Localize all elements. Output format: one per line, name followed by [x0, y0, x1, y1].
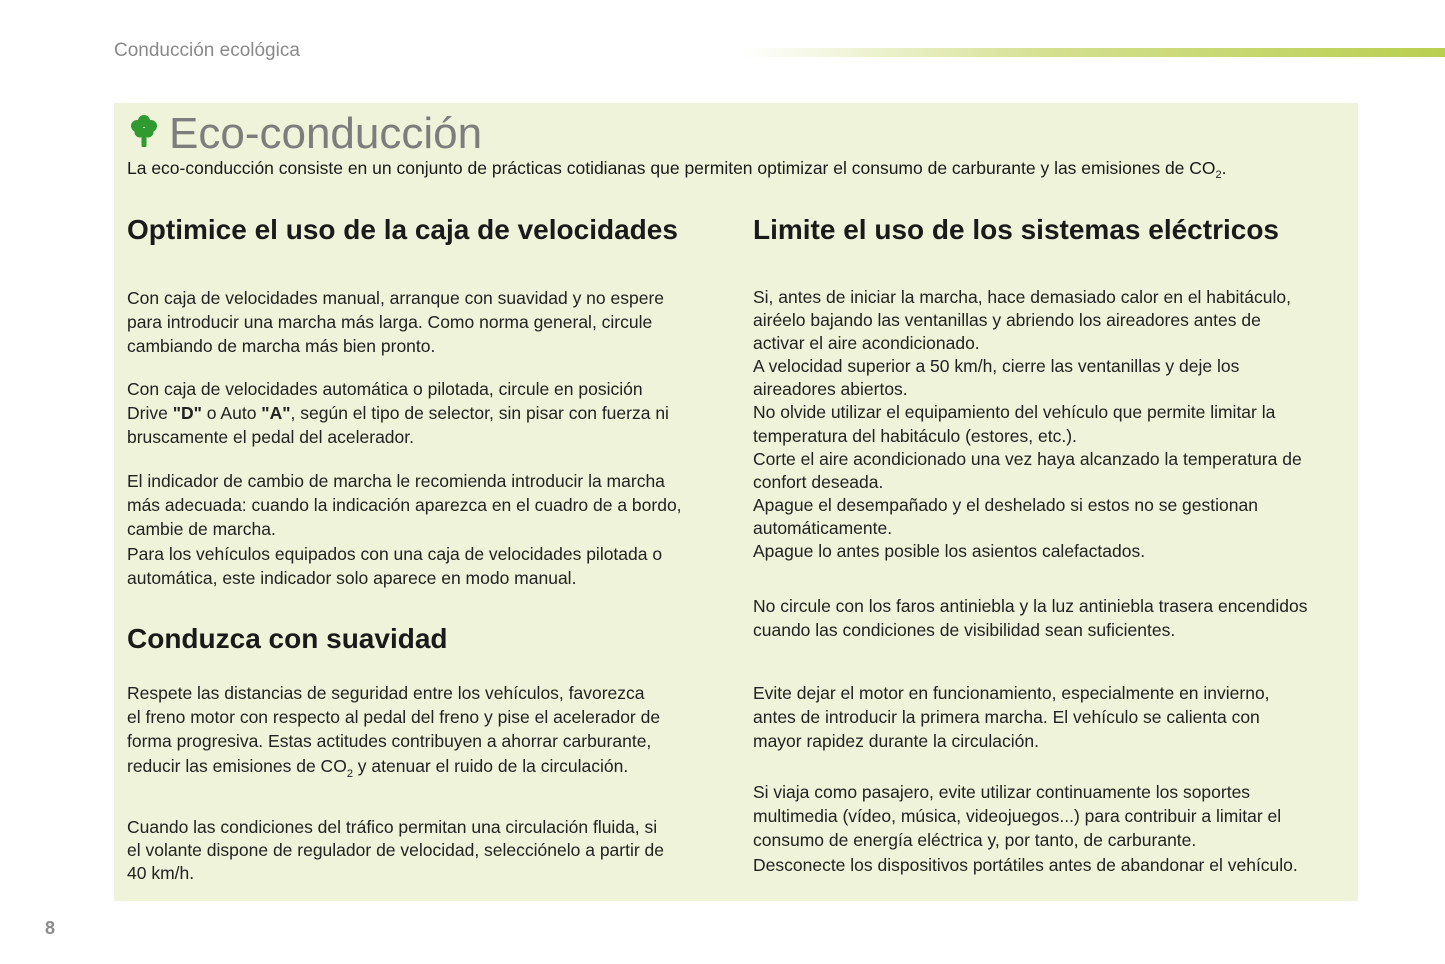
intro-text: La eco-conducción consiste en un conjunto de prácticas cotidianas que permiten optimizar el consumo de carburante y las emisiones de $CO_2$. — [127, 158, 1227, 181]
gearbox-heading: Optimice el uso de la caja de velocidades — [127, 214, 678, 245]
gearbox-paragraph-manual: Con caja de velocidades manual, arranque con suavidad y no espere para introducir una marcha más larga. Como norma general, circule cambiando de marcha más bien pronto. — [127, 288, 665, 357]
engine-idle-paragraph: Evite dejar el motor en funcionamiento, especialmente en invierno, antes de introducir la primera marcha. El vehículo se calienta con mayor rapidez durante la circulación. — [753, 683, 1270, 752]
header-section-title: Conducción ecológica — [114, 40, 300, 61]
smooth-driving-paragraph: Respete las distancias de seguridad entre los vehículos, favorezca el freno motor con respecto al pedal del freno y pise el acelerador de forma progresiva. Estas actitudes contribuyen a ahorrar carburante, reducir las emisiones de $CO_2$ y atenuar el ruido de la circulación. — [127, 683, 661, 780]
air-conditioning-paragraph: Si, antes de iniciar la marcha, hace demasiado calor en el habitáculo, airéelo bajando las ventanillas y abriendo los aireadores antes de activar el aire acondicionado. A velocidad superior a 50 km/h, cierre las ventanillas y deje los aireadores abiertos. No olvide utilizar el equipamiento del vehículo que permite limitar la temperatura del habitáculo (estores, etc.). Corte el aire acondicionado una vez haya alcanzado la temperatura de confort deseada. Apague el desempañado y el deshelado si estos no se gestionan automáticamente. Apague lo antes posible los asientos calefactados. — [753, 287, 1302, 562]
electric-systems-heading: Limite el uso de los sistemas eléctricos — [753, 214, 1279, 245]
smooth-driving-heading: Conduzca con suavidad — [127, 623, 448, 654]
fog-lights-paragraph: No circule con los faros antiniebla y la luz antiniebla trasera encendidos cuando las condiciones de visibilidad sean suficientes. — [753, 596, 1308, 641]
multimedia-paragraph: Si viaja como pasajero, evite utilizar continuamente los soportes multimedia (vídeo, música, videojuegos...) para contribuir a limitar el consumo de energía eléctrica y, por tanto, de carburante. Desconecte los dispositivos portátiles antes de abandonar el vehículo. — [753, 782, 1298, 875]
page-number: 8 — [45, 918, 56, 938]
page-title: Eco-conducción — [169, 109, 483, 158]
gear-indicator-paragraph: El indicador de cambio de marcha le recomienda introducir la marcha más adecuada: cuando la indicación aparezca en el cuadro de a bordo, cambie de marcha. Para los vehículos equipados con una caja de velocidades pilotada o automática, este indicador solo aparece en modo manual. — [127, 471, 682, 588]
gearbox-paragraph-automatic: Con caja de velocidades automática o pilotada, circule en posición Drive "D" o Auto "A", según el tipo de selector, sin pisar con fuerza ni bruscamente el pedal del acelerador. — [127, 379, 669, 448]
tree-icon — [130, 114, 158, 148]
header-accent-bar — [740, 48, 1445, 57]
cruise-control-paragraph: Cuando las condiciones del tráfico permitan una circulación fluida, si el volante dispone de regulador de velocidad, selecciónelo a partir de 40 km/h. — [127, 817, 665, 884]
